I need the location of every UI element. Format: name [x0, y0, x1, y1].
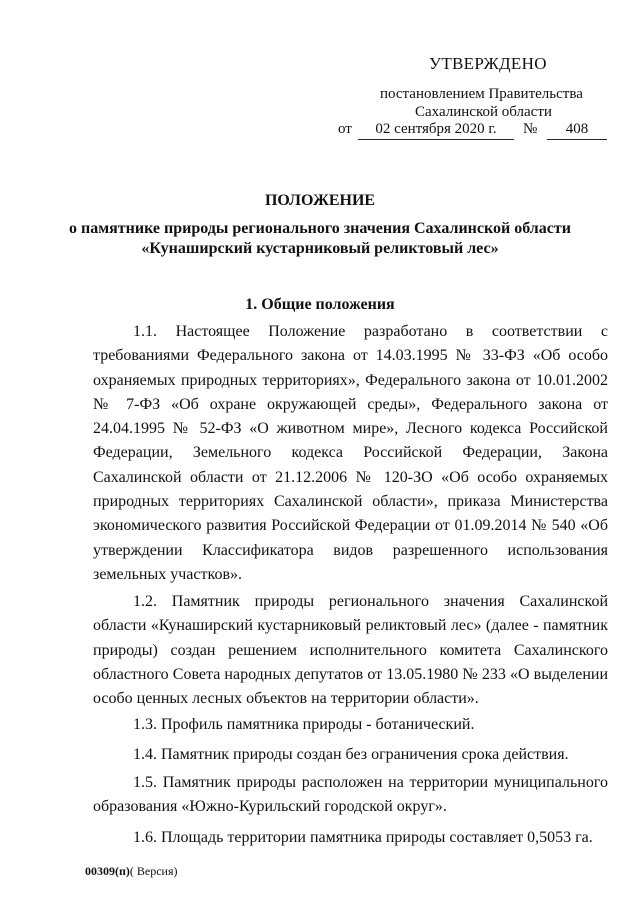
footer-version: [85, 864, 178, 879]
document-subtitle-2: «Кунаширский кустарниковый реликтовый лес»: [141, 240, 499, 257]
approval-date-line: [330, 121, 630, 143]
paragraph-1-6: 1.6. Площадь территории памятника природы составляет 0,5053 га.: [133, 829, 593, 846]
approval-line-2: Сахалинской области: [415, 104, 552, 120]
approval-number: 408: [547, 121, 607, 140]
approval-line-1: постановлением Правительства: [380, 86, 583, 102]
approval-date: 02 сентября 2020 г.: [358, 121, 514, 140]
section-title: 1. Общие положения: [245, 296, 395, 313]
paragraph-1-4: 1.4. Памятник природы создан без ограничения срока действия.: [133, 746, 569, 763]
from-label: от: [338, 121, 352, 137]
paragraph-1-1: 1.1. Настоящее Положение разработано в соответствии с требованиями Федерального закона от 14.03.1995 № 33-ФЗ «Об особо охраняемых природных территориях», Федерального закона от 10.01.2002 № 7-ФЗ «Об охране окружающей среды», Федерального закона от 24.04.1995 № 52-ФЗ «О животном мире», Лесного кодекса Российской Федерации, Земельного кодекса Российской Федерации, Закона Сахалинской области от 21.12.2006 № 120-ЗО «Об особо охраняемых природных территориях Сахалинской области», приказа Министерства экономического развития Российской Федерации от 01.09.2014 № 540 «Об утверждении Классификатора видов разрешенного использования земельных участков».: [93, 323, 608, 583]
number-label: №: [523, 121, 538, 137]
document-title: ПОЛОЖЕНИЕ: [264, 192, 376, 209]
footer-code: 00309(п): [85, 864, 130, 878]
paragraph-1-3: 1.3. Профиль памятника природы - ботанический.: [133, 716, 475, 733]
footer-version-label: ( Версия): [129, 864, 178, 878]
approval-title: УТВЕРЖДЕНО: [429, 54, 547, 73]
document-subtitle-1: о памятнике природы регионального значения Сахалинской области: [69, 220, 571, 237]
paragraph-1-2: 1.2. Памятник природы регионального значения Сахалинской области «Кунаширский кустарниковый реликтовый лес» (далее - памятник природы) создан решением исполнительного комитета Сахалинского областного Совета народных депутатов от 13.05.1980 № 233 «О выделении особо ценных лесных объектов на территории области».: [93, 593, 608, 708]
paragraph-1-5: 1.5. Памятник природы расположен на территории муниципального образования «Южно-Курильский городской округ».: [93, 774, 608, 816]
